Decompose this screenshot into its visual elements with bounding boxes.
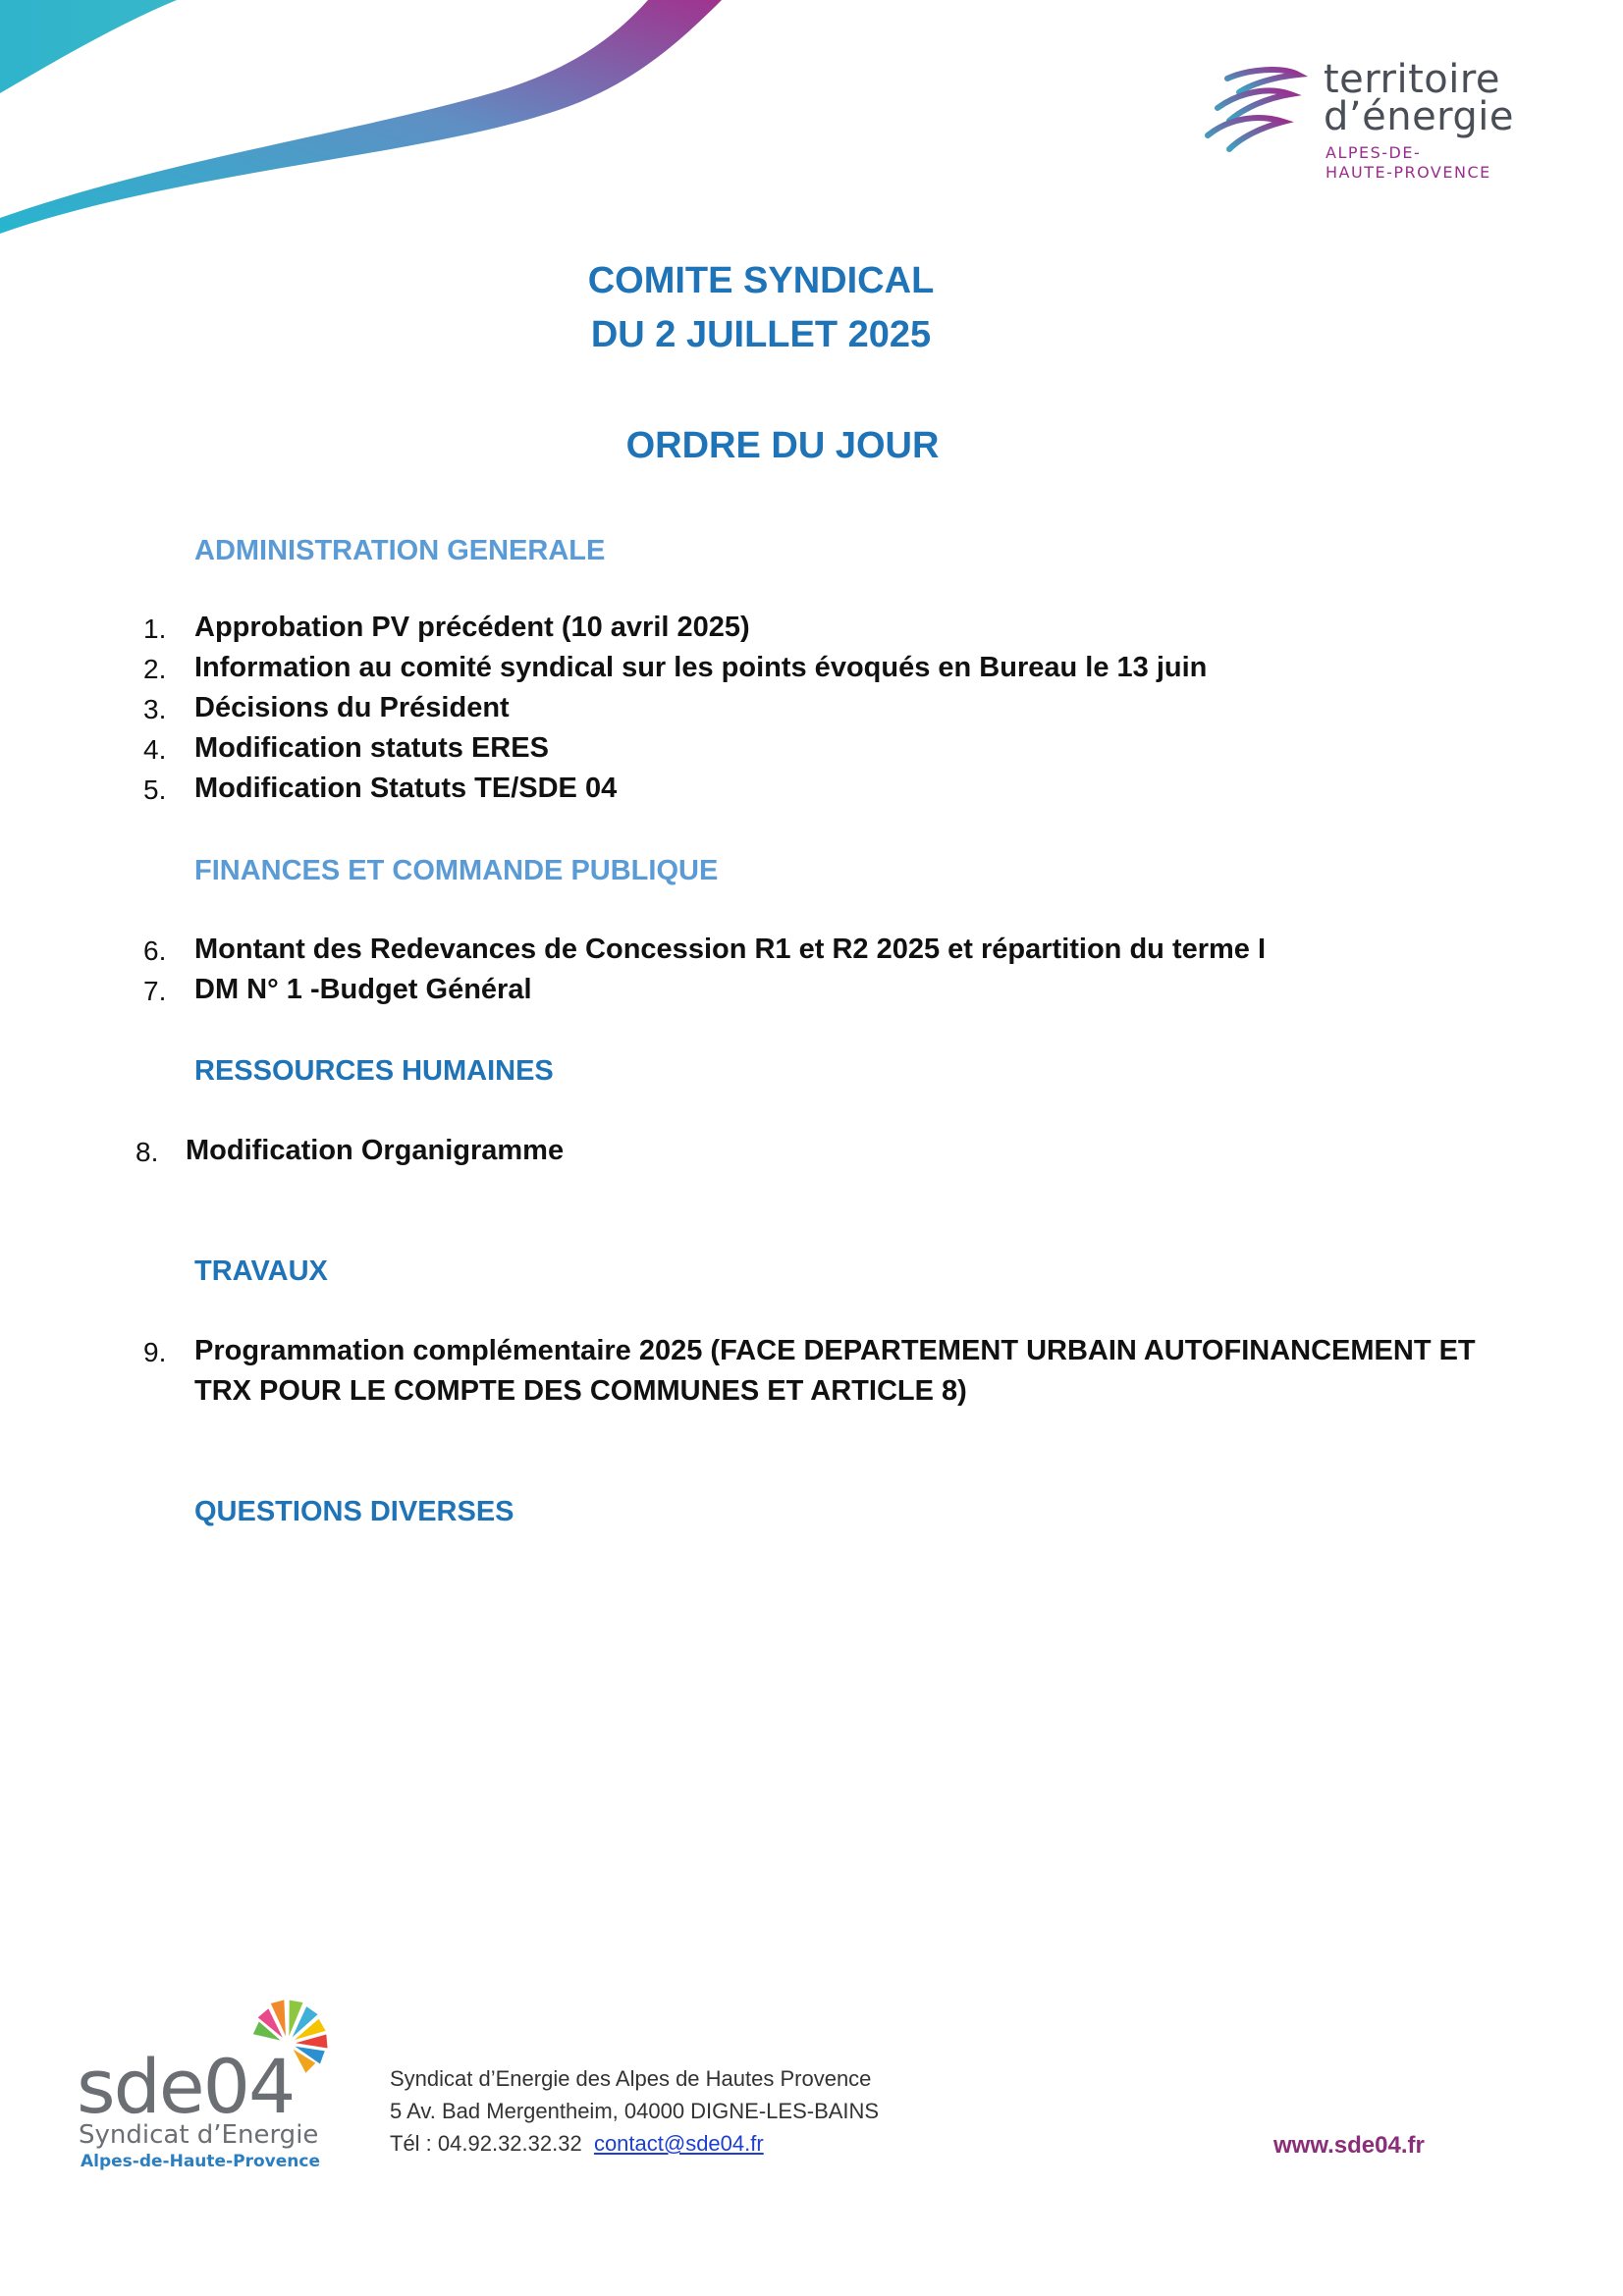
agenda-item-number: 4. <box>143 734 167 765</box>
sde04-subtitle: Syndicat d’Energie <box>79 2120 319 2150</box>
territoire-energie-logo <box>1200 57 1553 188</box>
agenda-item-text: Modification Organigramme <box>186 1135 565 1166</box>
agenda-item-number: 2. <box>143 654 167 684</box>
agenda-item-text: Modification Statuts TE/SDE 04 <box>194 773 618 804</box>
agenda-title: ORDRE DU JOUR <box>625 425 940 466</box>
agenda-item-text: DM N° 1 -Budget Général <box>194 974 532 1005</box>
agenda-item-number: 7. <box>143 976 167 1006</box>
footer-organisation-name: Syndicat d’Energie des Alpes de Hautes Provence <box>390 2066 872 2091</box>
agenda-item-text: Programmation complémentaire 2025 (FACE DEPARTEMENT URBAIN AUTOFINANCEMENT ET <box>194 1335 1476 1366</box>
agenda-item-text: Montant des Redevances de Concession R1 et R2 2025 et répartition du terme I <box>194 934 1267 965</box>
footer-phone: Tél : 04.92.32.32.32 <box>390 2131 582 2156</box>
agenda-item-number: 9. <box>143 1337 167 1367</box>
brand-line-2: d’énergie <box>1324 94 1515 139</box>
brand-sub-2: HAUTE-PROVENCE <box>1325 163 1491 182</box>
footer-contact-line <box>390 2131 764 2157</box>
agenda-item-number: 5. <box>143 774 167 805</box>
agenda-item-number: 1. <box>143 614 167 644</box>
agenda-item-text: Modification statuts ERES <box>194 732 549 764</box>
section-administration-generale: ADMINISTRATION GENERALE <box>194 535 606 566</box>
sde04-region: Alpes-de-Haute-Provence <box>81 2152 320 2171</box>
agenda-item-text: Approbation PV précédent (10 avril 2025) <box>194 612 750 643</box>
brand-line-1: territoire <box>1324 57 1501 102</box>
section-finances-commande-publique: FINANCES ET COMMANDE PUBLIQUE <box>194 855 719 886</box>
document-title-line-1: COMITE SYNDICAL <box>587 260 935 301</box>
sde04-wordmark: sde04 <box>77 2043 295 2130</box>
section-travaux: TRAVAUX <box>194 1255 328 1287</box>
section-ressources-humaines: RESSOURCES HUMAINES <box>194 1055 554 1087</box>
agenda-item-number: 8. <box>135 1137 159 1167</box>
energy-wave-icon <box>1200 67 1308 155</box>
agenda-item-text: Information au comité syndical sur les points évoqués en Bureau le 13 juin <box>194 652 1208 683</box>
footer-website-link[interactable]: www.sde04.fr <box>1273 2132 1425 2159</box>
agenda-item-text: Décisions du Président <box>194 692 510 723</box>
header-swoosh-decoration <box>0 0 746 294</box>
brand-sub-1: ALPES-DE- <box>1325 143 1422 162</box>
footer-address: 5 Av. Bad Mergentheim, 04000 DIGNE-LES-BAINS <box>390 2099 880 2123</box>
agenda-item-number: 3. <box>143 694 167 724</box>
agenda-item-number: 6. <box>143 935 167 966</box>
document-title-line-2: DU 2 JUILLET 2025 <box>590 314 932 355</box>
section-questions-diverses: QUESTIONS DIVERSES <box>194 1496 514 1527</box>
agenda-item-text-continued: TRX POUR LE COMPTE DES COMMUNES ET ARTICLE 8) <box>194 1375 967 1407</box>
footer-email-link[interactable]: contact@sde04.fr <box>593 2131 764 2156</box>
sde04-logo <box>77 1983 371 2179</box>
